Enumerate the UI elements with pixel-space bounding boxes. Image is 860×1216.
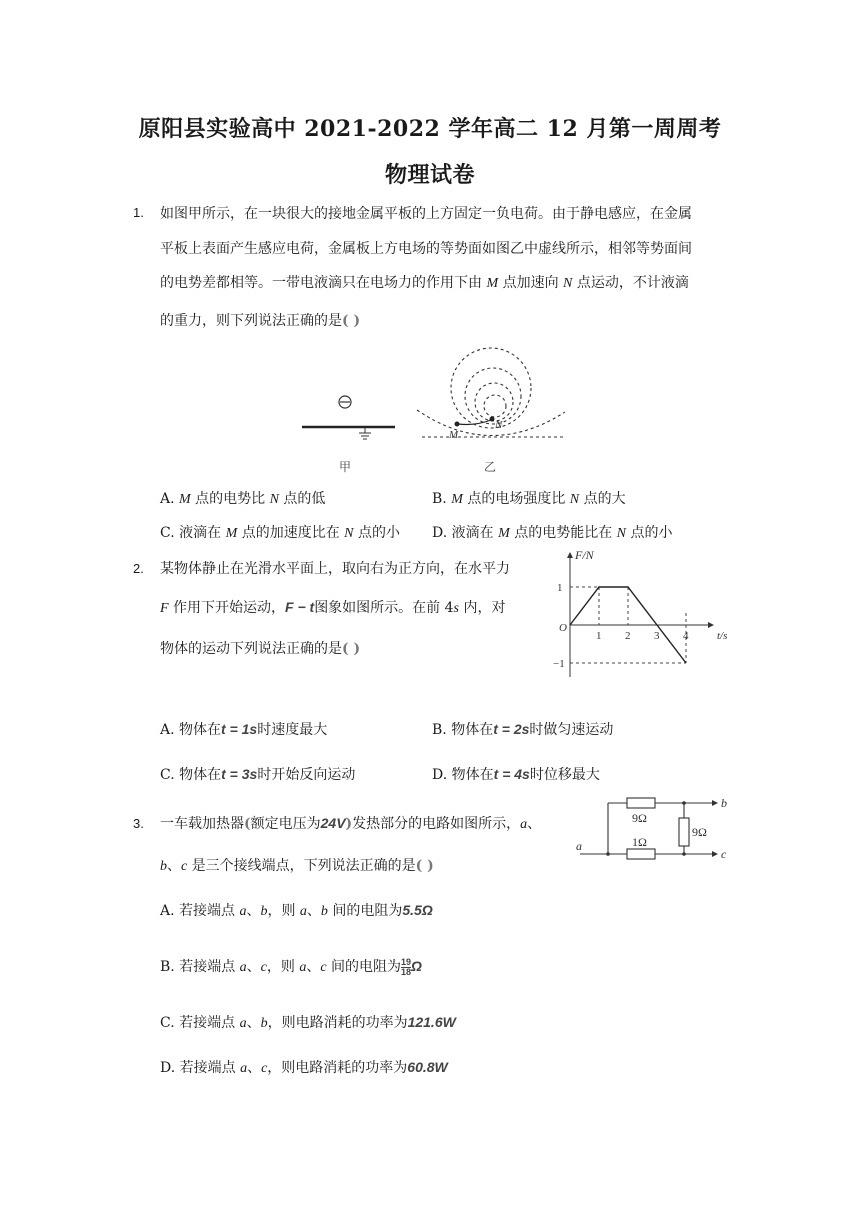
answer-blank: ( ) [415,858,434,874]
terminal-b: b [721,796,727,810]
y-axis-label: F/N [575,548,594,562]
fig-caption-yi: 乙 [484,460,497,474]
terminal-a: a [576,839,582,853]
q3-option-c[interactable]: C. 若接端点 a、b，则电路消耗的功率为121.6W [160,1014,456,1031]
resistor-bottom [627,849,655,859]
answer-blank: ( ) [342,641,361,657]
q1-option-d[interactable]: D. 液滴在 M 点的电势能比在 N 点的小 [432,525,673,541]
q3-text-line1: 一车载加热器(额定电压为24V)发热部分的电路如图所示，a、 [160,815,542,832]
q1-option-b[interactable]: B. M 点的电场强度比 N 点的大 [432,491,626,507]
droplet-path [458,420,491,425]
svg-text:M: M [449,429,459,441]
resistor-right [679,818,689,846]
q1-text-line4: 的重力，则下列说法正确的是( ) [160,313,361,329]
q3-number: 3. [133,816,144,831]
x-axis-label: t/s [717,630,728,642]
q2-option-d[interactable]: D. 物体在t = 4s时位移最大 [432,766,600,783]
q2-option-c[interactable]: C. 物体在t = 3s时开始反向运动 [160,766,356,783]
q1-text-line3: 的电势差都相等。一带电液滴只在电场力的作用下由 M 点加速向 N 点运动，不计液滴 [160,275,689,291]
q1-option-a[interactable]: A. M 点的电势比 N 点的低 [160,491,326,507]
q1-option-c[interactable]: C. 液滴在 M 点的加速度比在 N 点的小 [160,525,400,541]
tick-x-2: 2 [625,630,631,642]
q2-option-a[interactable]: A. 物体在t = 1s时速度最大 [160,721,328,738]
q2-text-line3: 物体的运动下列说法正确的是( ) [160,641,361,657]
q3-option-a[interactable]: A. 若接端点 a、b，则 a、b 间的电阻为5.5Ω [160,902,433,919]
q2-option-b[interactable]: B. 物体在t = 2s时做匀速运动 [432,721,614,738]
terminal-c: c [721,847,727,861]
fig-caption-jia: 甲 [339,460,352,474]
q2-text-line2: F 作用下开始运动，F − t图象如图所示。在前 4s 内，对 [160,599,506,616]
fraction-19-18: $\frac{19}{18}$ [400,956,411,977]
q2-ft-graph [545,545,735,685]
q1-figure [295,340,565,485]
exam-title: 原阳县实验高中 2021-2022 学年高二 12 月第一周周考 [138,116,722,142]
answer-blank: ( ) [342,313,361,329]
svg-text:N: N [495,419,503,431]
tick-y-1: 1 [557,582,563,594]
q3-option-b[interactable]: B. 若接端点 a、c，则 a、c 间的电阻为 $\frac{19}{18}$ Ω [160,956,422,977]
q1-text-line2: 平板上表面产生感应电荷，金属板上方电场的等势面如图乙中虚线所示，相邻等势面间 [160,241,692,257]
q2-text-line1: 某物体静止在光滑水平面上，取向右为正方向，在水平力 [160,561,510,577]
tick-x-4: 4 [683,630,689,642]
q3-text-line2: b、c 是三个接线端点，下列说法正确的是( ) [160,858,434,874]
exam-subtitle: 物理试卷 [384,162,475,188]
resistor-bottom-label: 1Ω [632,835,647,849]
tick-x-1: 1 [596,630,602,642]
origin-label: O [559,622,567,634]
tick-x-3: 3 [654,630,660,642]
q3-circuit [570,792,740,870]
q1-number: 1. [133,205,144,220]
resistor-right-label: 9Ω [692,825,707,839]
q2-number: 2. [133,561,144,576]
resistor-top [627,798,655,808]
q1-text-line1: 如图甲所示，在一块很大的接地金属平板的上方固定一负电荷。由于静电感应，在金属 [160,206,692,222]
q3-option-d[interactable]: D. 若接端点 a、c，则电路消耗的功率为60.8W [160,1059,448,1076]
tick-y-neg1: −1 [553,658,565,670]
resistor-top-label: 9Ω [632,811,647,825]
